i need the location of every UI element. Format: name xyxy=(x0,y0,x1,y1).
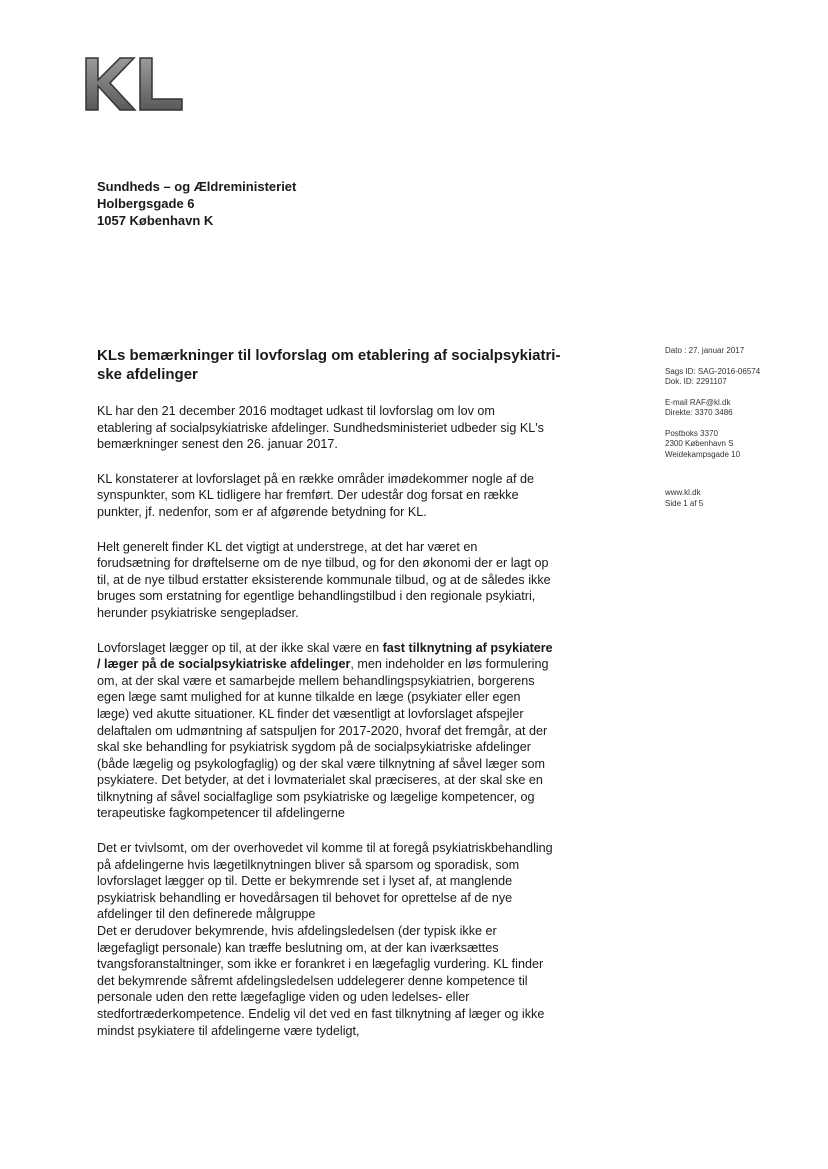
recipient-line-1: Sundheds – og Ældreministeriet xyxy=(97,179,297,194)
sidebar-meta xyxy=(665,346,760,519)
paragraph-4-end: , men indeholder en løs formulering om, at der skal være et samarbejde mellem behandlingspsykiatrien, borgerens egen læge samt mulighed for at kunne tilkalde en læge (psykiater eller egen læge) ved akutte situationer. KL finder det væsentligt at lovforslaget afspejler delaftalen om udmøntning af satspuljen for 2017-2020, hvoraf det fremgår, at der skal ske behandling for psykiatrisk sygdom på de socialpsykiatriske afdelinger (både lægelig og psykologfaglig) og der skal være tilknytning af såvel læger som psykiatere. Det betyder, at det i lovmaterialet skal præciseres, at der skal ske en tilknytning af såvel socialfaglige som psykiatriske og lægelige kompetencer, og terapeutiske fagkompetencer til afdelingerne xyxy=(97,657,549,821)
paragraph-4-emphasis: fast tilknytning af psykiatere / læger på de socialpsykiatriske afdelinger xyxy=(97,640,553,672)
paragraph-4-start: Lovforslaget lægger op til, at der ikke skal være en xyxy=(97,640,383,655)
page-number: Side 1 af 5 xyxy=(665,498,704,508)
contact-block xyxy=(665,398,760,419)
date-block xyxy=(665,346,760,357)
recipient-line-2: Holbergsgade 6 xyxy=(97,196,195,211)
po-box: Postboks 3370 xyxy=(665,428,718,438)
date: Dato : 27. januar 2017 xyxy=(665,346,745,355)
case-id: Sags ID: SAG-2016-06574 xyxy=(665,366,761,376)
recipient-address xyxy=(97,178,296,229)
direct-phone: Direkte: 3370 3486 xyxy=(665,408,733,417)
paragraph-3: Helt generelt finder KL det vigtigt at understrege, at det har været en forudsætning for drøftelserne om de nye tilbud, og for den økonomi der er lagt op til, at de nye tilbud erstatter eksisterende kommunale tilbud, og at de således ikke bruges som erstatning for egentlige behandlingstilbud i den regionale psykiatri, herunder psykiatriske sengepladser. xyxy=(97,539,551,620)
paragraph-1: KL har den 21 december 2016 modtaget udkast til lovforslag om lov om etablering af socialpsykiatriske afdelinger. Sundhedsministeriet udbeder sig KL's bemærkninger senest den 26. januar 2017. xyxy=(97,404,544,452)
letter-body xyxy=(97,403,553,1057)
email: E-mail RAF@kl.dk xyxy=(665,397,731,407)
document-title: KLs bemærkninger til lovforslag om etablering af socialpsykiatri-ske afdelinger xyxy=(97,347,561,383)
street: Weidekampsgade 10 xyxy=(665,449,741,459)
recipient-line-3: 1057 København K xyxy=(97,213,214,228)
paragraph-6: Det er derudover bekymrende, hvis afdelingsledelsen (der typisk ikke er lægefagligt personale) kan træffe beslutning om, at der kan iværksættes tvangsforanstaltninger, som ikke er forankret i en lægefaglig vurdering. KL finder det bekymrende såfremt afdelingsledelsen uddelegerer denne kompetence til personale uden den rette lægefaglige viden og uden ledelses- eller stedfortræderkompetence. Endelig vil det ved en fast tilknytning af læger og ikke mindst psykiatere til afdelingerne være tydeligt, xyxy=(97,924,545,1038)
postal-block xyxy=(665,429,760,461)
paragraph-2: KL konstaterer at lovforslaget på en række områder imødekommer nogle af de synspunkter, som KL tidligere har fremført. Der udestår dog forsat en række punkter, jf. nedenfor, som er af afgørende betydning for KL. xyxy=(97,471,535,519)
doc-id: Dok. ID: 2291107 xyxy=(665,377,727,386)
postal-city: 2300 København S xyxy=(665,439,734,448)
ids-block xyxy=(665,367,760,388)
website: www.kl.dk xyxy=(665,488,701,497)
web-block xyxy=(665,488,760,509)
kl-logo xyxy=(84,56,184,112)
paragraph-4 xyxy=(97,640,553,823)
paragraph-5: Det er tvivlsomt, om der overhovedet vil komme til at foregå psykiatriskbehandling på afdelingerne hvis lægetilknytningen bliver så sparsom og sporadisk, som lovforslaget lægger op til. Dette er bekymrende set i lyset af, at manglende psykiatrisk behandling er hovedårsagen til behovet for oprettelse af de nye afdelinger til den definerede målgruppe xyxy=(97,841,553,922)
